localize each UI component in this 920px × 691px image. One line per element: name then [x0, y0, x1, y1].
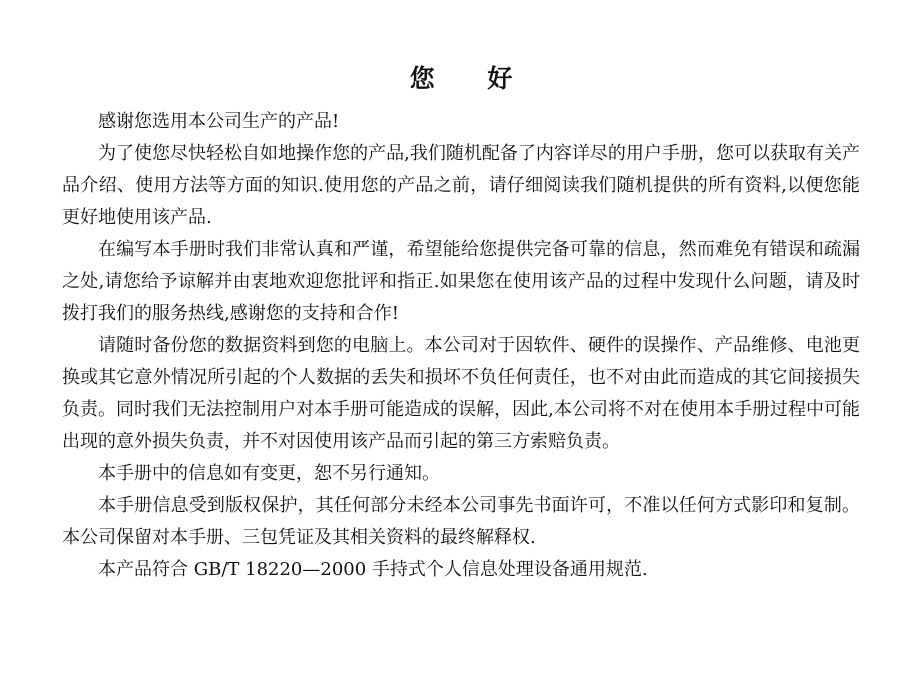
paragraph-copyright: 本手册信息受到版权保护，其任何部分未经本公司事先书面许可，不准以任何方式影印和复制。本公司保留对本手册、三包凭证及其相关资料的最终解释权. [62, 495, 860, 548]
paragraph-errors-feedback: 在编写本手册时我们非常认真和严谨，希望能给您提供完备可靠的信息，然而难免有错误和疏漏之处,请您给予谅解并由衷地欢迎您批评和指正.如果您在使用该产品的过程中发现什么问题，请及时拨打我们的服务热线,感谢您的支持和合作! [62, 239, 860, 324]
paragraph-standard: 本产品符合 GB/T 18220—2000 手持式个人信息处理设备通用规范. [98, 559, 648, 580]
paragraph-thanks: 感谢您选用本公司生产的产品! [98, 111, 340, 132]
paragraph-data-backup: 请随时备份您的数据资料到您的电脑上。本公司对于因软件、硬件的误操作、产品维修、电池更换或其它意外情况所引起的个人数据的丢失和损坏不负任何责任，也不对由此而造成的其它间接损失负责。同时我们无法控制用户对本手册可能造成的误解，因此,本公司将不对在使用本手册过程中可能出现的意外损失负责，并不对因使用该产品而引起的第三方索赔负责。 [62, 335, 860, 452]
paragraph-change-notice: 本手册中的信息如有变更，恕不另行通知。 [98, 463, 440, 484]
document-page [62, 62, 860, 586]
page-title: 您 好 [409, 64, 535, 93]
paragraph-manual-intro: 为了使您尽快轻松自如地操作您的产品,我们随机配备了内容详尽的用户手册，您可以获取有关产品介绍、使用方法等方面的知识.使用您的产品之前，请仔细阅读我们随机提供的所有资料,以便您能更好地使用该产品. [62, 143, 860, 228]
